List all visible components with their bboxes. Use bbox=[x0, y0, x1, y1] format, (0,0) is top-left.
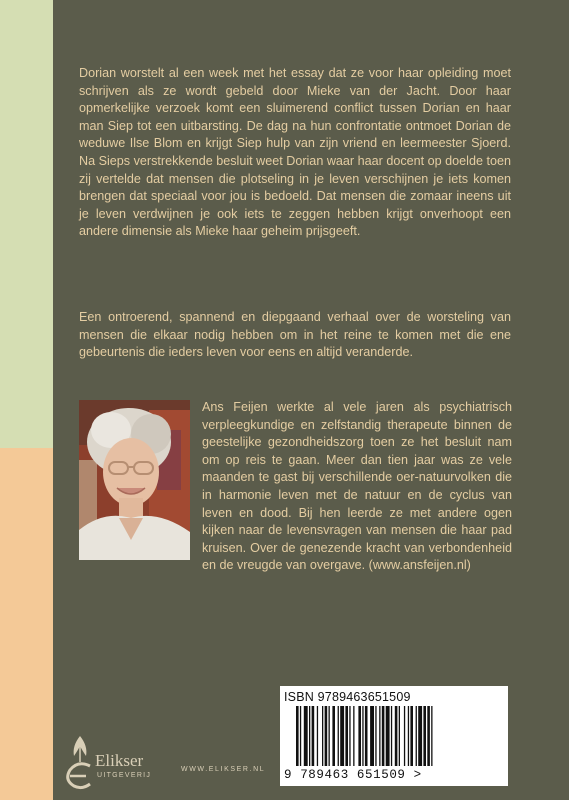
barcode-bar bbox=[365, 706, 368, 766]
barcode-bar bbox=[375, 706, 376, 766]
barcode-bar bbox=[340, 706, 344, 766]
barcode-bar bbox=[404, 706, 405, 766]
spine-stripe-bottom bbox=[0, 448, 53, 800]
barcode-bar bbox=[427, 706, 430, 766]
barcode-bar bbox=[408, 706, 409, 766]
barcode-bar bbox=[353, 706, 354, 766]
barcode-bar bbox=[386, 706, 390, 766]
barcode-bar bbox=[325, 706, 328, 766]
isbn-barcode bbox=[282, 706, 506, 768]
barcode-bar bbox=[345, 706, 348, 766]
quill-e-logo-icon bbox=[60, 732, 100, 792]
publisher-name: Elikser bbox=[95, 751, 144, 770]
blurb-paragraph-1: Dorian worstelt al een week met het essay dat ze voor haar opleiding moet schrijven als ze wordt gebeld door Mieke van der Jacht. Door haar opmerkelijke verzoek komt een sluimerend conflict tussen Dorian en haar man Siep tot een uitbarsting. De dag na hun confrontatie ontmoet Dorian de weduwe Ilse Blom en krijgt Siep hulp van zijn vriend en leermeester Sjoerd. Na Sieps verstrekkende besluit weet Dorian waar haar docent op doelde toen zij vertelde dat mensen die plotseling in je leven verschijnen je iets komen brengen dat speciaal voor jou is bedoeld. Dat mensen die zomaar ineens uit je leven verdwijnen je ook iets te zeggen hebben krijgt onverhoopt een andere dimensie als Mieke haar geheim prijsgeeft. bbox=[79, 66, 511, 239]
blurb-paragraph-2: Een ontroerend, spannend en diepgaand verhaal over de worsteling van mensen die elkaar nodig hebben om in het reine te komen met die ene gebeurtenis die ieders leven voor eens en altijd veranderde. bbox=[79, 310, 511, 360]
barcode-bar bbox=[418, 706, 422, 766]
barcode-bar bbox=[382, 706, 385, 766]
barcode-bar bbox=[431, 706, 432, 766]
barcode-bar bbox=[322, 706, 323, 766]
barcode-bar bbox=[309, 706, 310, 766]
isbn-label: ISBN 9789463651509 bbox=[284, 690, 411, 704]
barcode-bar bbox=[317, 706, 318, 766]
publisher-website: WWW.ELIKSER.NL bbox=[181, 766, 266, 773]
barcode-bar bbox=[304, 706, 308, 766]
barcode-panel bbox=[280, 686, 508, 786]
barcode-bar bbox=[338, 706, 339, 766]
barcode-bar bbox=[395, 706, 398, 766]
barcode-digits: 9 789463 651509 > bbox=[284, 768, 422, 782]
publisher-subtitle: UITGEVERIJ bbox=[97, 772, 152, 779]
barcode-bar bbox=[312, 706, 315, 766]
barcode-bar bbox=[329, 706, 330, 766]
barcode-bar bbox=[296, 706, 299, 766]
barcode-bar bbox=[332, 706, 335, 766]
spine-stripe-top bbox=[0, 0, 53, 448]
barcode-bar bbox=[362, 706, 363, 766]
barcode-bar bbox=[391, 706, 392, 766]
barcode-bar bbox=[416, 706, 417, 766]
barcode-bar bbox=[358, 706, 361, 766]
barcode-bar bbox=[300, 706, 301, 766]
barcode-bar bbox=[370, 706, 374, 766]
barcode-bar bbox=[399, 706, 400, 766]
author-portrait-image bbox=[79, 400, 190, 560]
barcode-bar bbox=[410, 706, 413, 766]
barcode-bar bbox=[349, 706, 350, 766]
barcode-bar bbox=[423, 706, 426, 766]
author-bio: Ans Feijen werkte al vele jaren als psychiatrisch verpleegkundige en zelfstandig therapeute binnen de geestelijke gezondheidszorg toen ze het besluit nam om op reis te gaan. Meer dan tien jaar was ze vele maanden te gast bij verschillende oer-natuurvolken die in harmonie leven met de natuur en de cyclus van leven en dood. Bij hen leerde ze met andere ogen kijken naar de levensvragen van mensen die haar pad kruisen. Over de genezende kracht van verbondenheid en de vreugde van overgave. (www.ansfeijen.nl) bbox=[202, 400, 512, 573]
barcode-bar bbox=[379, 706, 380, 766]
author-photo bbox=[79, 400, 190, 560]
